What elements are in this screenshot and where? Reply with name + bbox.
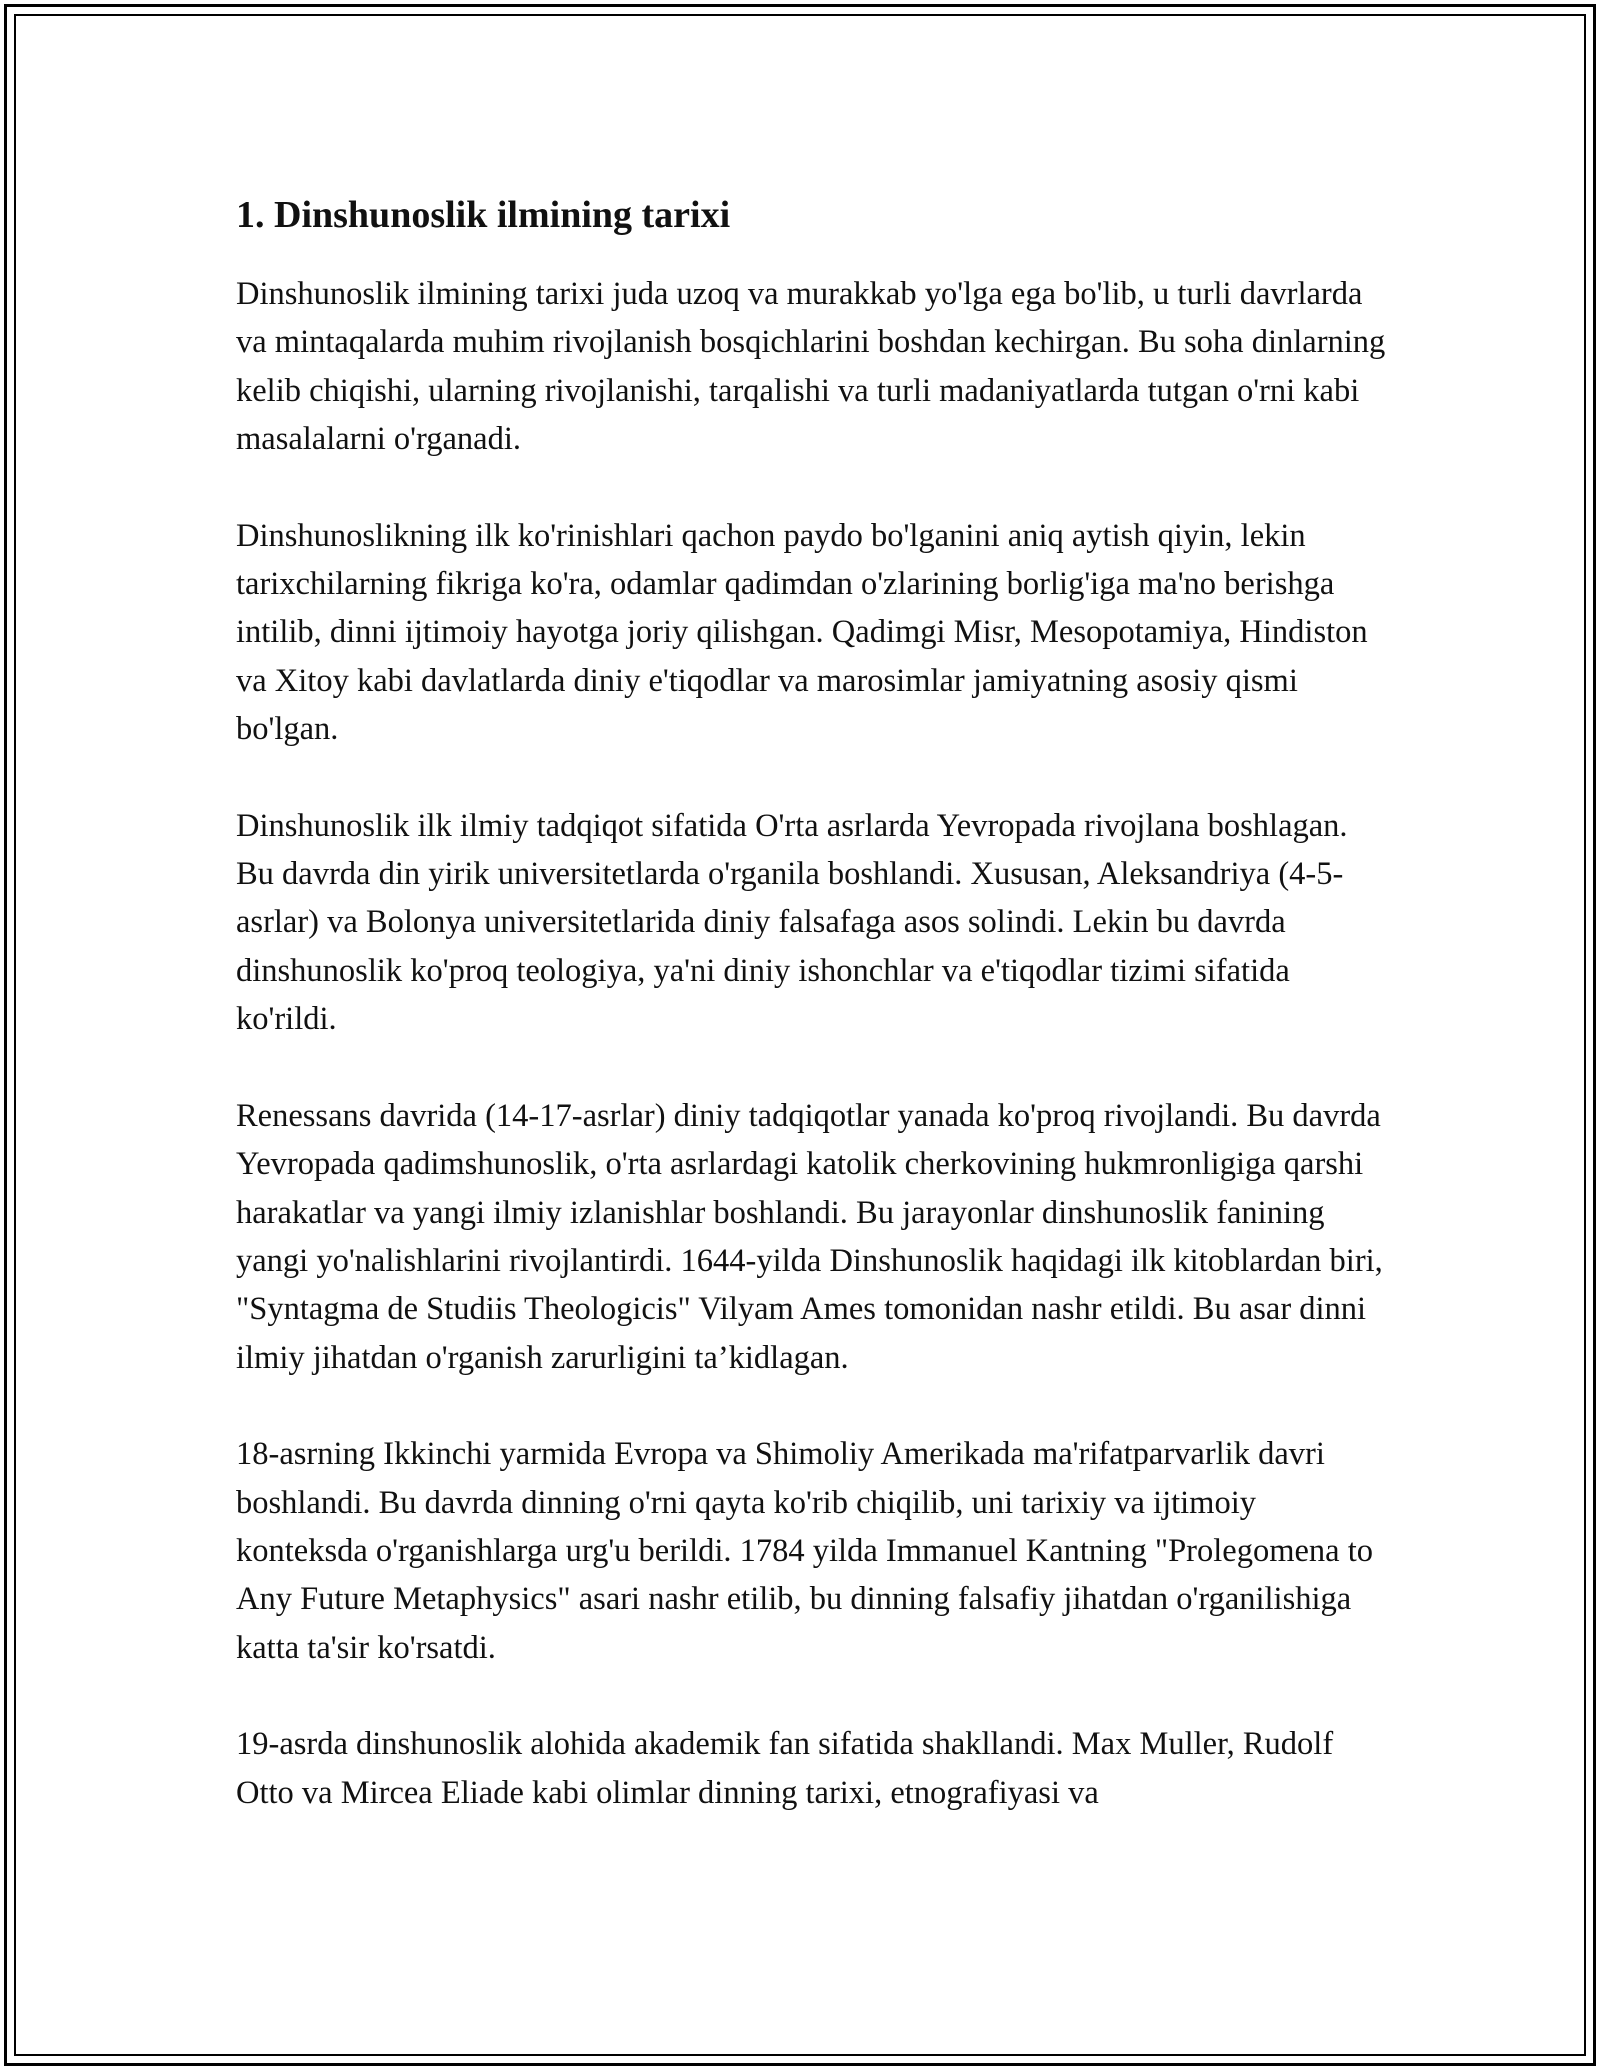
paragraph: Dinshunoslik ilmining tarixi juda uzoq va murakkab yo'lga ega bo'lib, u turli davrlarda va mintaqalarda muhim rivojlanish bosqichlarini boshdan kechirgan. Bu soha dinlarning kelib chiqishi, ularning rivojlanishi, tarqalishi va turli madaniyatlarda tutgan o'rni kabi masalalarni o'rganadi. — [236, 276, 1386, 458]
paragraph: Dinshunoslikning ilk ko'rinishlari qachon paydo bo'lganini aniq aytish qiyin, lekin tarixchilarning fikriga ko'ra, odamlar qadimdan o'zlarining borlig'iga ma'no berishga intilib, dinni ijtimoiy hayotga joriy qilishgan. Qadimgi Misr, Mesopotamiya, Hindiston va Xitoy kabi davlatlarda diniy e'tiqodlar va marosimlar jamiyatning asosiy qismi bo'lgan. — [236, 517, 1368, 748]
paragraph: Dinshunoslik ilk ilmiy tadqiqot sifatida O'rta asrlarda Yevropada rivojlana boshlagan. Bu davrda din yirik universitetlarda o'rganila boshlandi. Xususan, Aleksandriya (4-5-asrlar) va Bolonya universitetlarida diniy falsafaga asos solindi. Lekin bu davrda dinshunoslik ko'proq teologiya, ya'ni diniy ishonchlar va e'tiqodlar tizimi sifatida ko'rildi. — [236, 807, 1348, 1038]
paragraph: 19-asrda dinshunoslik alohida akademik fan sifatida shakllandi. Max Muller, Rudolf Otto va Mircea Eliade kabi olimlar dinning tarixi, etnografiyasi va — [236, 1726, 1334, 1811]
paragraph: 18-asrning Ikkinchi yarmida Evropa va Shimoliy Amerikada ma'rifatparvarlik davri boshlandi. Bu davrda dinning o'rni qayta ko'rib chiqilib, uni tarixiy va ijtimoiy konteksda o'rganishlarga urg'u berildi. 1784 yilda Immanuel Kantning "Prolegomena to Any Future Metaphysics" asari nashr etilib, bu dinning falsafiy jihatdan o'rganilishiga katta ta'sir ko'rsatdi. — [236, 1436, 1373, 1666]
document-body — [236, 190, 1386, 1865]
section-heading: 1. Dinshunoslik ilmining tarixi — [236, 194, 731, 236]
paragraph: Renessans davrida (14-17-asrlar) diniy tadqiqotlar yanada ko'proq rivojlandi. Bu davrda Yevropada qadimshunoslik, o'rta asrlardagi katolik cherkovining hukmronligiga qarshi harakatlar va yangi ilmiy izlanishlar boshlandi. Bu jarayonlar dinshunoslik fanining yangi yo'nalishlarini rivojlantirdi. 1644-yilda Dinshunoslik haqidagi ilk kitoblardan biri, "Syntagma de Studiis Theologicis" Vilyam Ames tomonidan nashr etildi. Bu asar dinni ilmiy jihatdan o'rganish zarurligini ta’kidlagan. — [236, 1097, 1383, 1376]
